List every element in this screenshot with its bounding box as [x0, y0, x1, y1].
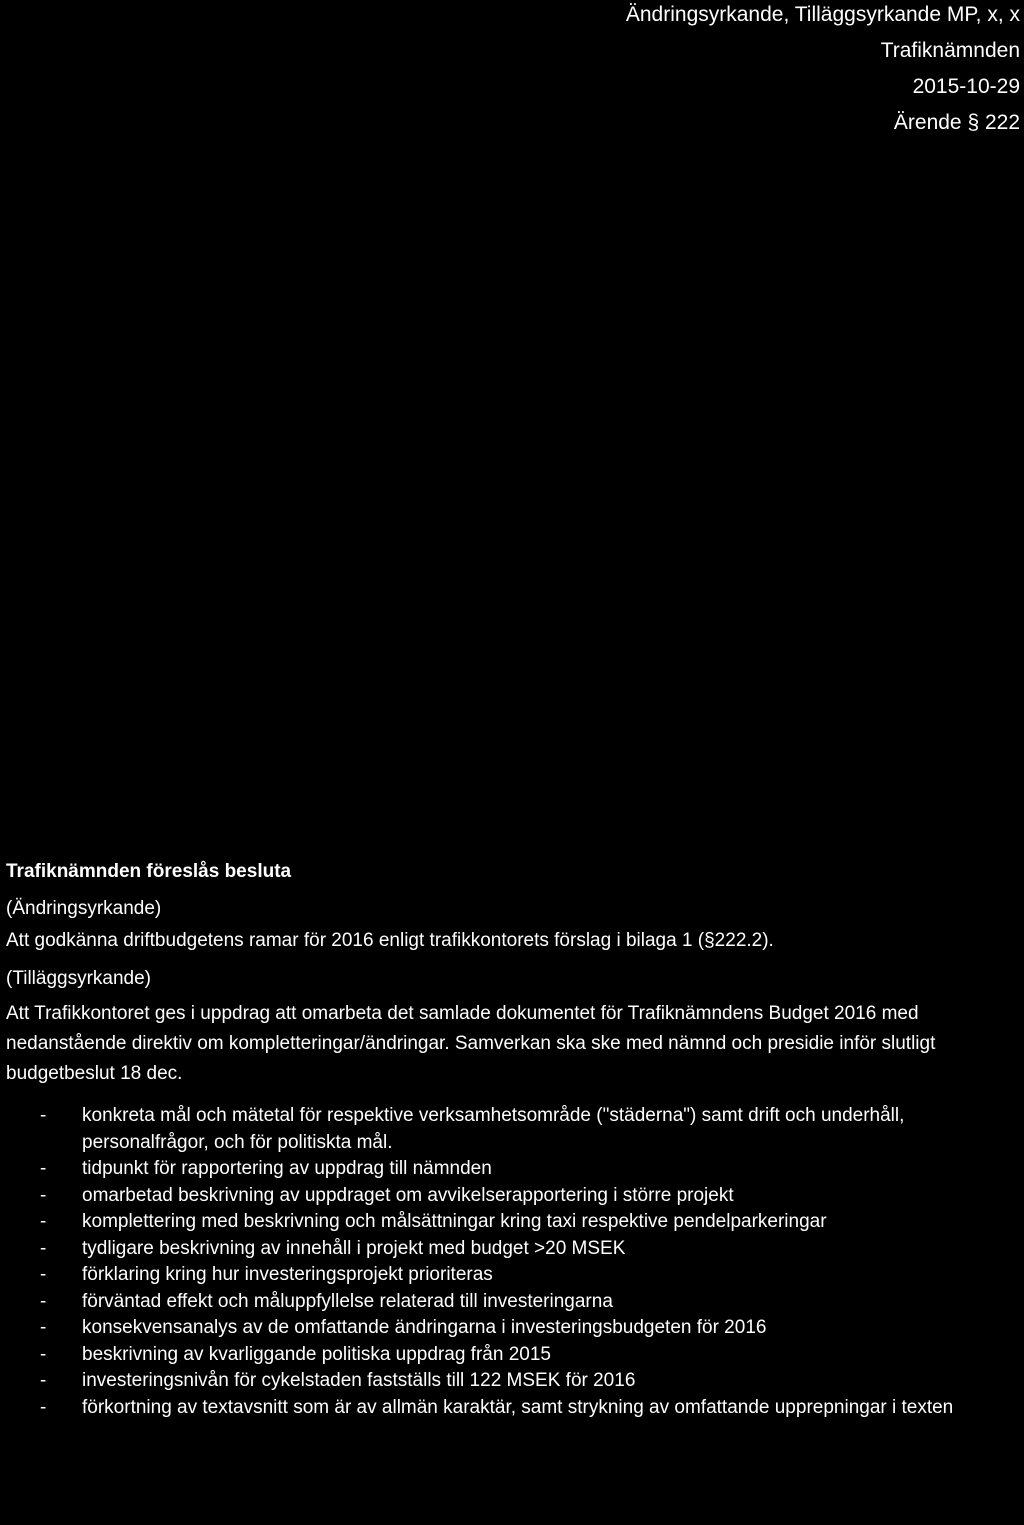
bullet-dash: - [40, 1396, 47, 1418]
list-item [6, 1156, 1016, 1183]
bullet-dash: - [40, 1158, 47, 1179]
list-item [6, 1183, 1016, 1210]
list-item [6, 1103, 1016, 1156]
tillagg-label: (Tilläggsyrkande) [6, 968, 152, 989]
list-item-text: förväntad effekt och måluppfyllelse relaterad till investeringarna [82, 1290, 613, 1312]
bullet-dash: - [40, 1264, 47, 1285]
list-item-text: beskrivning av kvarliggande politiska uppdrag från 2015 [82, 1343, 551, 1365]
andring-text: Att godkänna driftbudgetens ramar för 2016 enligt trafikkontorets förslag i bilaga 1 (§222.2). [6, 930, 774, 951]
andring-label: (Ändringsyrkande) [6, 898, 162, 919]
list-item-text: tydligare beskrivning av innehåll i projekt med budget >20 MSEK [82, 1237, 626, 1259]
list-item-text: förklaring kring hur investeringsprojekt prioriteras [82, 1264, 493, 1285]
list-item-text: tidpunkt för rapportering av uppdrag till nämnden [82, 1158, 492, 1179]
list-item [6, 1289, 1016, 1316]
bullet-dash: - [40, 1370, 47, 1391]
committee-name: Trafiknämnden [880, 39, 1020, 62]
bullet-dash: - [40, 1237, 47, 1259]
directive-list [6, 1103, 1016, 1421]
list-item-text: konsekvensanalys av de omfattande ändringarna i investeringsbudgeten för 2016 [82, 1317, 767, 1338]
list-item-text: komplettering med beskrivning och målsättningar kring taxi respektive pendelparkeringar [82, 1211, 827, 1232]
bullet-dash: - [40, 1290, 47, 1312]
bullet-dash: - [40, 1211, 47, 1232]
list-item [6, 1342, 1016, 1369]
list-item-text: förkortning av textavsnitt som är av allmän karaktär, samt strykning av omfattande upprepningar i texten [82, 1396, 954, 1418]
bullet-dash: - [40, 1343, 47, 1365]
list-item [6, 1368, 1016, 1395]
list-item [6, 1315, 1016, 1342]
tillagg-text: Att Trafikkontoret ges i uppdrag att omarbeta det samlade dokumentet för Trafiknämndens Budget 2016 med nedanstående direktiv om kompletteringar/ändringar. Samverkan ska ske med nämnd och presidie inför slutligt budgetbeslut 18 dec. [6, 1003, 936, 1084]
bullet-dash: - [40, 1317, 47, 1338]
list-item-text: investeringsnivån för cykelstaden fastställs till 122 MSEK för 2016 [82, 1370, 636, 1391]
list-item [6, 1209, 1016, 1236]
document-body [6, 860, 1016, 1421]
bullet-dash: - [40, 1184, 47, 1206]
document-header [420, 0, 1020, 148]
case-number: Ärende § 222 [893, 111, 1020, 134]
section-heading: Trafiknämnden föreslås besluta [6, 861, 292, 882]
motion-type-line: Ändringsyrkande, Tilläggsyrkande MP, x, x [625, 3, 1020, 26]
list-item-text: omarbetad beskrivning av uppdraget om avvikelserapportering i större projekt [82, 1184, 734, 1206]
list-item [6, 1262, 1016, 1289]
list-item [6, 1395, 1016, 1422]
list-item-text: konkreta mål och mätetal för respektive verksamhetsområde ("städerna") samt drift och underhåll, personalfrågor, och för politiskta mål. [82, 1105, 905, 1153]
meeting-date: 2015-10-29 [912, 75, 1020, 98]
list-item [6, 1236, 1016, 1263]
bullet-dash: - [40, 1105, 47, 1126]
